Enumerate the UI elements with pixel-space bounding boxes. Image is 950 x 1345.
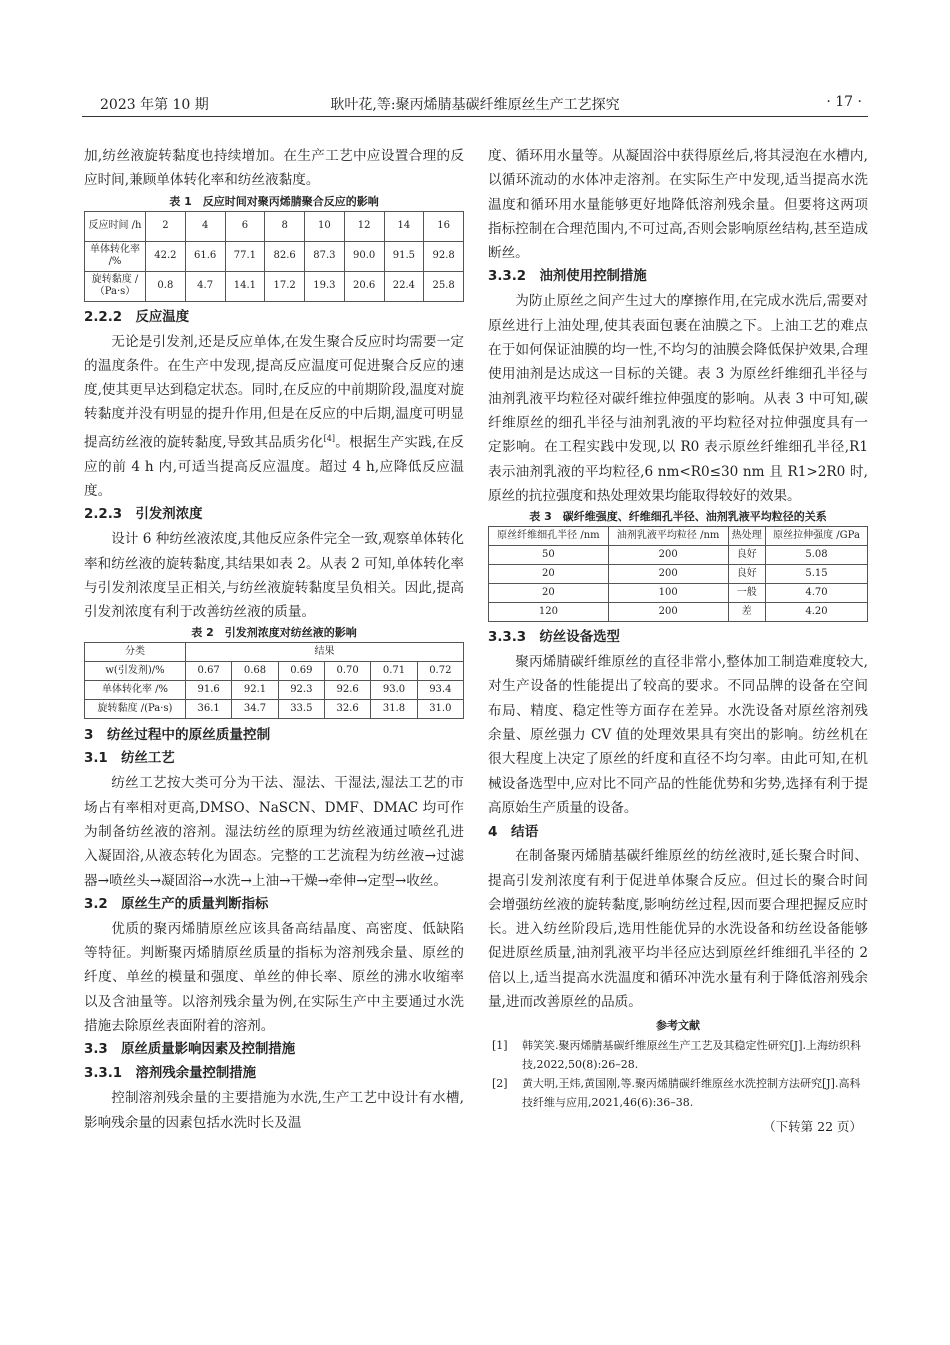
table-cell: 90.0 [344,241,384,271]
table-cell: 92.3 [278,681,324,700]
paragraph-text: 无论是引发剂,还是反应单体,在发生聚合反应时均需要一定的温度条件。在生产中发现,提高反应温度可促进聚合反应的速度,使其更早达到稳定状态。同时,在反应的中前期阶段,温度对旋转黏度并没有明显的提升作用,但是在反应的中后期,温度可明显提高纺丝液的旋转黏度,导致其品质劣化 [84,333,464,451]
table-row [489,584,868,603]
table-cell: 20 [489,584,609,603]
table-cell: 200 [608,603,728,622]
table-2 [84,642,464,719]
page-number: · 17 · [826,94,862,110]
table-cell: 34.7 [232,700,278,719]
table-cell: 33.5 [278,700,324,719]
section-heading-3-3-1: 3.3.1 溶剂残余量控制措施 [84,1066,257,1082]
table-cell: 14 [384,211,424,241]
table-cell: 0.71 [371,662,417,681]
section-heading-2-2-2: 2.2.2 反应温度 [84,309,190,325]
table-cell: 92.8 [424,241,464,271]
table-3-caption: 表 3 碳纤维强度、纤维细孔半径、油剂乳液平均粒径的关系 [529,510,827,524]
page-header [82,92,868,117]
table-cell: 0.68 [232,662,278,681]
table-cell: 2 [146,211,186,241]
table-row [85,662,464,681]
paragraph-reaction-temperature [84,330,464,504]
reference-item [488,1074,868,1112]
journal-issue: 2023 年第 10 期 [100,97,209,113]
table-cell: 良好 [728,565,765,584]
running-title: 耿叶花,等:聚丙烯腈基碳纤维原丝生产工艺探究 [330,97,620,113]
table-cell: 200 [608,565,728,584]
reference-number: [1] [492,1039,508,1053]
table-2-caption: 表 2 引发剂浓度对纺丝液的影响 [191,626,357,640]
section-heading-3-1: 3.1 纺丝工艺 [84,751,175,767]
table-cell: 5.08 [766,546,868,565]
table-cell: 87.3 [305,241,345,271]
references-title: 参考文献 [656,1019,700,1033]
table-header-cell: 原丝纤维细孔半径 /nm [489,527,609,546]
table-cell: 200 [608,546,728,565]
table-row [85,700,464,719]
table-row [489,565,868,584]
table-cell: 77.1 [225,241,265,271]
table-cell: 0.69 [278,662,324,681]
table-row [85,681,464,700]
citation: [4] [323,433,335,443]
table-cell: 8 [265,211,305,241]
section-heading-3: 3 纺丝过程中的原丝质量控制 [84,727,271,744]
paragraph-text: 。根据生产实践,在反应的前 4 h 内,可适当提高反应温度。超过 4 h,应降低反应温度。 [84,434,464,499]
table-cell: 92.1 [232,681,278,700]
table-row [85,271,464,301]
table-cell: 61.6 [185,241,225,271]
paragraph-equipment-selection: 聚丙烯腈碳纤维原丝的直径非常小,整体加工制造难度较大,对生产设备的性能提出了较高的要求。不同品牌的设备在空间布局、精度、稳定性等方面存在差异。水洗设备对原丝溶剂残余量、原丝强力 CV 值的处理效果具有突出的影响。纺丝机在很大程度上决定了原丝的纤度和直径不均匀率。由此可知,在机械设备选型中,应对比不同产品的性能优势和劣势,选择有利于提高原始生产质量的设备。 [488,654,868,816]
table-row [489,603,868,622]
table-header-row [85,643,464,662]
table-header-cell: 油剂乳液平均粒径 /nm [608,527,728,546]
reference-text: 黄大明,王炜,黄国刚,等.聚丙烯腈碳纤维原丝水洗控制方法研究[J].高科技纤维与应用,2021,46(6):36–38. [522,1077,861,1110]
table-cell: 单体转化率 /% [85,681,186,700]
paragraph-continued: 度、循环用水量等。从凝固浴中获得原丝后,将其浸泡在水槽内,以循环流动的水体冲走溶剂。在实际生产中发现,适当提高水洗温度和循环用水量能够更好地降低溶剂残余量。但要将这两项指标控制在合理范围内,不可过高,否则会影响原丝结构,甚至造成断丝。 [488,148,868,262]
table-cell: 旋转黏度 /(Pa·s) [85,700,186,719]
paragraph-continued: 加,纺丝液旋转黏度也持续增加。在生产工艺中应设置合理的反应时间,兼顾单体转化率和纺丝液黏度。 [84,148,464,189]
table-cell: 10 [305,211,345,241]
table-cell: 120 [489,603,609,622]
table-cell: 31.8 [371,700,417,719]
table-cell: 14.1 [225,271,265,301]
table-cell: 0.67 [186,662,232,681]
table-cell: 25.8 [424,271,464,301]
section-heading-3-3: 3.3 原丝质量影响因素及控制措施 [84,1042,296,1058]
section-heading-2-2-3: 2.2.3 引发剂浓度 [84,507,203,523]
paragraph-quality-indicators: 优质的聚丙烯腈原丝应该具备高结晶度、高密度、低缺陷等特征。判断聚丙烯腈原丝质量的指标为溶剂残余量、原丝的纤度、单丝的模量和强度、单丝的伸长率、原丝的沸水收缩率以及含油量等。以溶剂残余量为例,在实际生产中主要通过水洗措施去除原丝表面附着的溶剂。 [84,920,464,1035]
table-cell: 0.8 [146,271,186,301]
table-cell: 单体转化率 /% [85,241,146,271]
paragraph-spinning-process: 纺丝工艺按大类可分为干法、湿法、干湿法,湿法工艺的市场占有率相对更高,DMSO、NaSCN、DMF、DMAC 均可作为制备纺丝液的溶剂。湿法纺丝的原理为纺丝液通过喷丝孔进入凝固浴,从液态转化为固态。完整的工艺流程为纺丝液→过滤器→喷丝头→凝固浴→水洗→上油→干燥→牵伸→定型→收丝。 [84,775,464,889]
reference-item [488,1036,868,1074]
table-row [85,241,464,271]
right-column [488,144,868,1138]
table-cell: 旋转黏度 /（Pa·s） [85,271,146,301]
table-cell: 0.72 [417,662,463,681]
paragraph-conclusion: 在制备聚丙烯腈基碳纤维原丝的纺丝液时,延长聚合时间、提高引发剂浓度有利于促进单体聚合反应。但过长的聚合时间会增强纺丝液的旋转黏度,影响纺丝过程,因而要合理把握反应时长。进入纺丝阶段后,选用性能优异的水洗设备和纺丝设备能够促进原丝质量,油剂乳液平均半径应达到原丝纤维细孔半径的 2 倍以上,适当提高水洗温度和循环冲洗水量有利于降低溶剂残余量,进而改善原丝的品质。 [488,848,868,1011]
table-cell: 31.0 [417,700,463,719]
section-heading-3-3-3: 3.3.3 纺丝设备选型 [488,630,620,646]
table-cell: 6 [225,211,265,241]
section-heading-3-3-2: 3.3.2 油剂使用控制措施 [488,269,647,285]
table-cell: 0.70 [324,662,370,681]
table-cell: 反应时间 /h [85,211,146,241]
table-cell: 良好 [728,546,765,565]
table-1-caption: 表 1 反应时间对聚丙烯腈聚合反应的影响 [169,194,379,208]
paragraph-initiator: 设计 6 种纺丝液浓度,其他反应条件完全一致,观察单体转化率和纺丝液的旋转黏度,其结果如表 2。从表 2 可知,单体转化率与引发剂浓度呈正相关,与纺丝液旋转黏度呈负相关。因此,提高引发剂浓度有利于改善纺丝液的质量。 [84,531,464,621]
continued-note: （下转第 22 页） [763,1119,862,1135]
table-header-cell: 分类 [85,643,186,662]
table-cell: 一般 [728,584,765,603]
table-cell: 22.4 [384,271,424,301]
table-cell: 差 [728,603,765,622]
paragraph-solvent-residue: 控制溶剂残余量的主要措施为水洗,生产工艺中设计有水槽,影响残余量的因素包括水洗时长及温 [84,1090,464,1131]
table-cell: 20 [489,565,609,584]
table-1 [84,211,464,302]
reference-text: 韩笑笑.聚丙烯腈基碳纤维原丝生产工艺及其稳定性研究[J].上海纺织科技,2022,50(8):26–28. [522,1039,861,1072]
paragraph-oil-agent: 为防止原丝之间产生过大的摩擦作用,在完成水洗后,需要对原丝进行上油处理,使其表面包裹在油膜之下。上油工艺的难点在于如何保证油膜的均一性,不均匀的油膜会降低保护效果,合理使用油剂是达成这一目标的关键。表 3 为原丝纤维细孔半径与油剂乳液平均粒径对碳纤维拉伸强度的影响。从表 3 中可知,碳纤维原丝的细孔半径与油剂乳液的平均粒径对拉伸强度具有一定影响。在工程实践中发现,以 R0 表示原丝纤维细孔半径,R1 表示油剂乳液的平均粒径,6 nm<R0≤30 nm 且 R1>2R0 时,原丝的抗拉强度和热处理效果均能取得较好的效果。 [488,293,868,504]
reference-number: [2] [492,1077,508,1091]
table-header-cell: 结果 [186,643,464,662]
left-column [84,144,464,1135]
table-cell: 19.3 [305,271,345,301]
table-header-cell: 热处理 [728,527,765,546]
table-row [85,211,464,241]
table-cell: 20.6 [344,271,384,301]
table-cell: 32.6 [324,700,370,719]
table-cell: 4.7 [185,271,225,301]
table-cell: 5.15 [766,565,868,584]
table-cell: 17.2 [265,271,305,301]
table-cell: 4.70 [766,584,868,603]
table-cell: 50 [489,546,609,565]
table-header-cell: 原丝拉伸强度 /GPa [766,527,868,546]
table-cell: w(引发剂)/% [85,662,186,681]
table-row [489,546,868,565]
table-cell: 4.20 [766,603,868,622]
table-cell: 12 [344,211,384,241]
section-heading-4: 4 结语 [488,824,539,841]
table-cell: 93.0 [371,681,417,700]
table-cell: 82.6 [265,241,305,271]
table-cell: 91.5 [384,241,424,271]
table-cell: 93.4 [417,681,463,700]
table-cell: 36.1 [186,700,232,719]
table-cell: 92.6 [324,681,370,700]
table-3 [488,526,868,622]
section-heading-3-2: 3.2 原丝生产的质量判断指标 [84,896,269,912]
table-cell: 91.6 [186,681,232,700]
table-cell: 16 [424,211,464,241]
table-header-row [489,527,868,546]
table-cell: 100 [608,584,728,603]
table-cell: 4 [185,211,225,241]
table-cell: 42.2 [146,241,186,271]
